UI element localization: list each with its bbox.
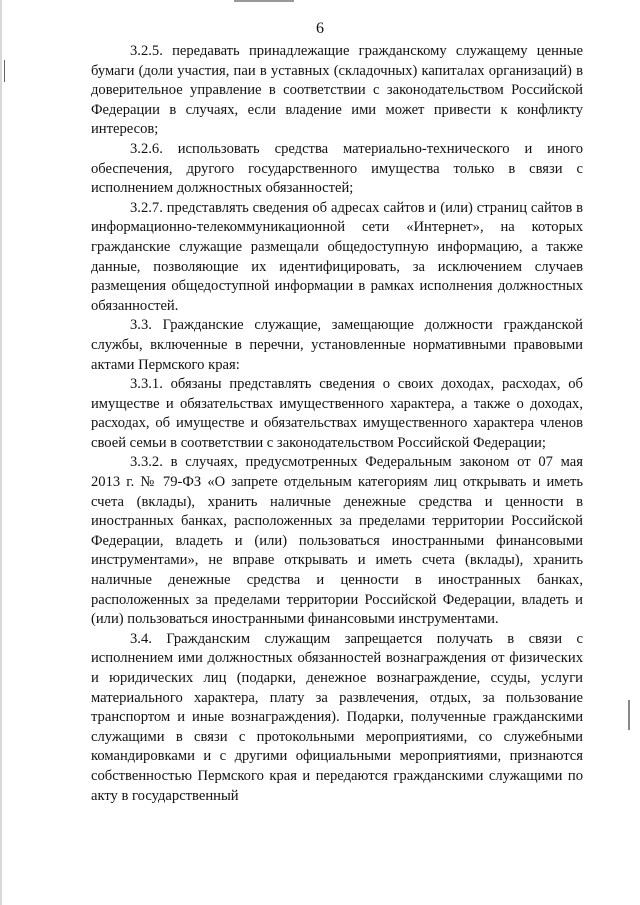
paragraph-3-4: 3.4. Гражданским служащим запрещается получать в связи с исполнением ими должностных обязанностей вознаграждения от физических и юридических лиц (подарки, денежное вознаграждение, ссуды, услуги материального характера, плату за развлечения, отдых, за пользование транспортом и иные вознаграждения). Подарки, полученные гражданскими служащими в связи с протокольными мероприятиями, со служебными командировками и с другими официальными мероприятиями, признаются собственностью Пермского края и передаются гражданскими служащими по акту в государственный bbox=[91, 630, 583, 804]
paragraph-3-2-7: 3.2.7. представлять сведения об адресах сайтов и (или) страниц сайтов в информационно-телекоммуникационной сети «Интернет», на которых гражданские служащие размещали общедоступную информацию, а также данные, позволяющие их идентифицировать, за исключением случаев размещения общедоступной информации в рамках исполнения должностных обязанностей. bbox=[91, 199, 583, 314]
scan-mark bbox=[234, 0, 294, 2]
paragraph-3-3-2: 3.3.2. в случаях, предусмотренных Федеральным законом от 07 мая 2013 г. № 79-ФЗ «О запрете отдельным категориям лиц открывать и иметь счета (вклады), хранить наличные денежные средства и ценности в иностранных банках, расположенных за пределами территории Российской Федерации, владеть и (или) пользоваться иностранными финансовыми инструментами», не вправе открывать и иметь счета (вклады), хранить наличные денежные средства и ценности в иностранных банках, расположенных за пределами территории Российской Федерации, владеть и (или) пользоваться иностранными финансовыми инструментами. bbox=[91, 454, 583, 628]
paragraph-3-2-5: 3.2.5. передавать принадлежащие гражданскому служащему ценные бумаги (доли участия, паи в уставных (складочных) капиталах организаций) в доверительное управление в соответствии с законодательством Российской Федерации в случаях, если владение ими может привести к конфликту интересов; bbox=[91, 43, 583, 138]
paragraph-3-3-1: 3.3.1. обязаны представлять сведения о своих доходах, расходах, об имуществе и обязательствах имущественного характера, а также о доходах, расходах, об имуществе и обязательствах имущественного характера членов своей семьи в соответствии с законодательством Российской Федерации; bbox=[91, 376, 583, 451]
paragraph-3-2-6: 3.2.6. использовать средства материально-технического и иного обеспечения, другого государственного имущества только в связи с исполнением должностных обязанностей; bbox=[91, 140, 583, 197]
document-body bbox=[91, 42, 583, 806]
paragraph-3-3: 3.3. Гражданские служащие, замещающие должности гражданской службы, включенные в перечни, установленные нормативными правовыми актами Пермского края: bbox=[91, 317, 583, 373]
scan-edge bbox=[0, 0, 2, 905]
page-number: 6 bbox=[316, 20, 324, 37]
scan-mark bbox=[628, 700, 630, 730]
scan-mark bbox=[4, 60, 5, 82]
